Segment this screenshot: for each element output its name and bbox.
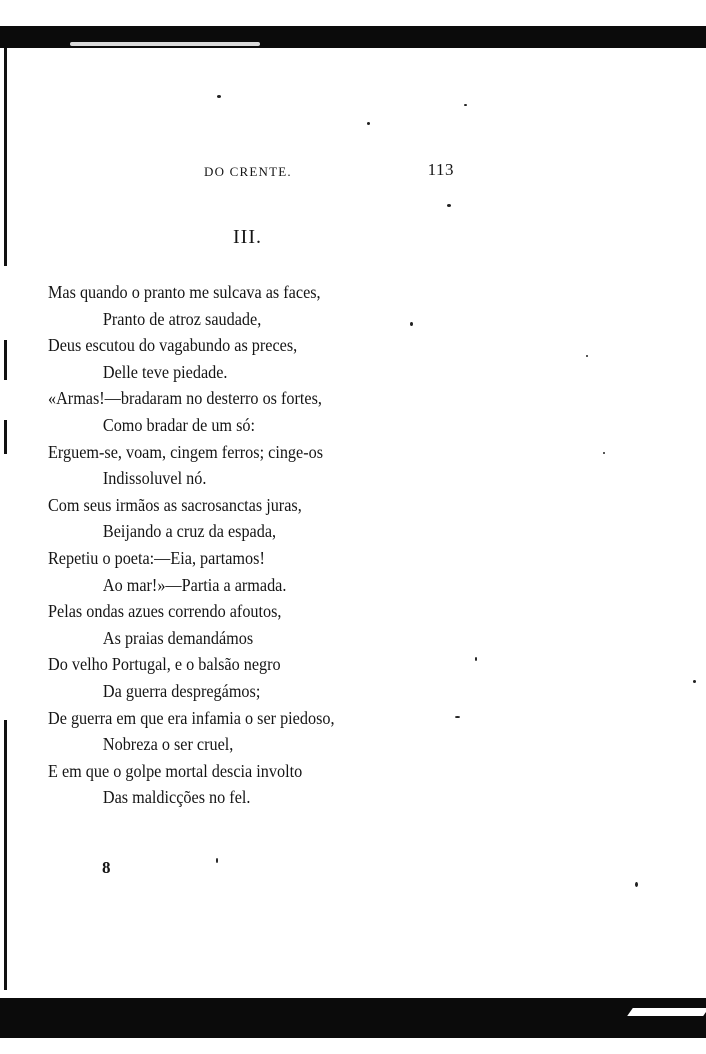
poem-line: E em que o golpe mortal descia involto — [48, 760, 303, 781]
section-number: III. — [233, 226, 262, 248]
poem-line: Beijando a cruz da espada, — [102, 521, 277, 542]
poem-line: Delle teve piedade. — [102, 361, 228, 382]
signature-mark: 8 — [102, 858, 111, 877]
scan-left-edge — [4, 420, 7, 454]
poem-line: Erguem-se, voam, cingem ferros; cinge-os — [48, 441, 324, 462]
poem-line: As praias demandámos — [102, 627, 254, 648]
scan-top-border — [0, 26, 706, 48]
page-number: 113 — [427, 160, 454, 179]
poem-line: Indissoluvel nó. — [102, 468, 207, 489]
poem-line: Da guerra despregámos; — [102, 680, 261, 701]
poem-line: Das maldicções no fel. — [102, 787, 251, 808]
poem-line: «Armas!—bradaram no desterro os fortes, — [48, 388, 322, 409]
poem-line: Pranto de atroz saudade, — [102, 308, 262, 329]
poem-line: De guerra em que era infamia o ser piedoso, — [48, 707, 335, 728]
poem-line: Do velho Portugal, e o balsão negro — [48, 654, 281, 675]
poem-line: Nobreza o ser cruel, — [102, 734, 234, 755]
poem-line: Pelas ondas azues correndo afoutos, — [48, 601, 282, 622]
poem-line: Ao mar!»—Partia a armada. — [102, 574, 287, 595]
poem-line: Repetiu o poeta:—Eia, partamos! — [48, 547, 265, 568]
poem-line: Deus escutou do vagabundo as preces, — [48, 335, 298, 356]
running-title: DO CRENTE. — [204, 164, 292, 179]
scan-left-edge — [4, 340, 7, 380]
poem-line: Com seus irmãos as sacrosanctas juras, — [48, 494, 302, 515]
scan-left-edge — [4, 720, 7, 990]
poem-line: Mas quando o pranto me sulcava as faces, — [48, 282, 321, 302]
poem-line: Como bradar de um só: — [102, 414, 255, 435]
poem-text — [48, 279, 426, 811]
scan-bottom-border — [0, 998, 706, 1038]
scan-left-edge — [4, 48, 7, 266]
